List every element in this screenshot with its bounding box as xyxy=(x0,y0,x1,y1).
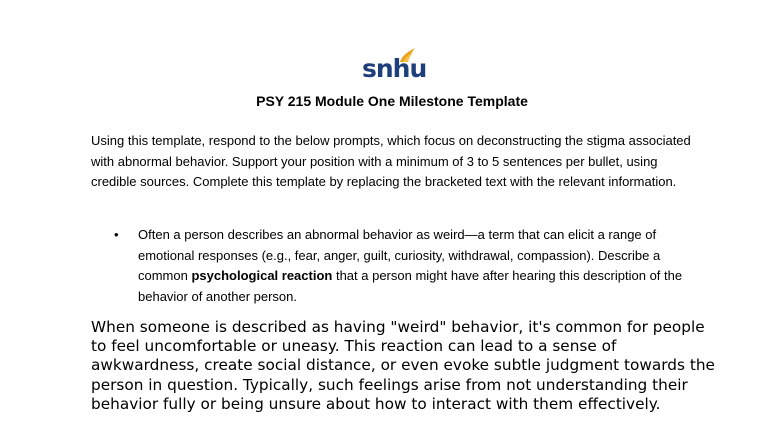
bullet-text-part2: that a person might have after hearing this description of the behavior of another person. xyxy=(138,268,683,304)
bullet-text-bold: psychological reaction xyxy=(191,268,333,283)
logo-wordmark: snhu xyxy=(362,54,427,83)
bullet-marker: • xyxy=(114,227,119,242)
bullet-text-part1: Often a person describes an abnormal behavior as weird—a term that can elicit a range of emotional responses (e.g., fear, anger, guilt, curiosity, withdrawal, compassion). Describe a common xyxy=(138,227,661,283)
bullet-text xyxy=(138,225,694,307)
response-paragraph[interactable]: When someone is described as having "weird" behavior, it's common for people to feel uncomfortable or uneasy. This reaction can lead to a sense of awkwardness, create social distance, or even evoke subtle judgment towards the person in question. Typically, such feelings arise from not understanding their behavior fully or being unsure about how to interact with them effectively. xyxy=(91,318,715,413)
intro-paragraph: Using this template, respond to the below prompts, which focus on deconstructing the stigma associated with abnormal behavior. Support your position with a minimum of 3 to 5 sentences per bullet, using credible sources. Complete this template by replacing the bracketed text with the relevant information. xyxy=(91,133,691,189)
document-title: PSY 215 Module One Milestone Template xyxy=(256,93,528,109)
snhu-logo xyxy=(362,46,427,86)
